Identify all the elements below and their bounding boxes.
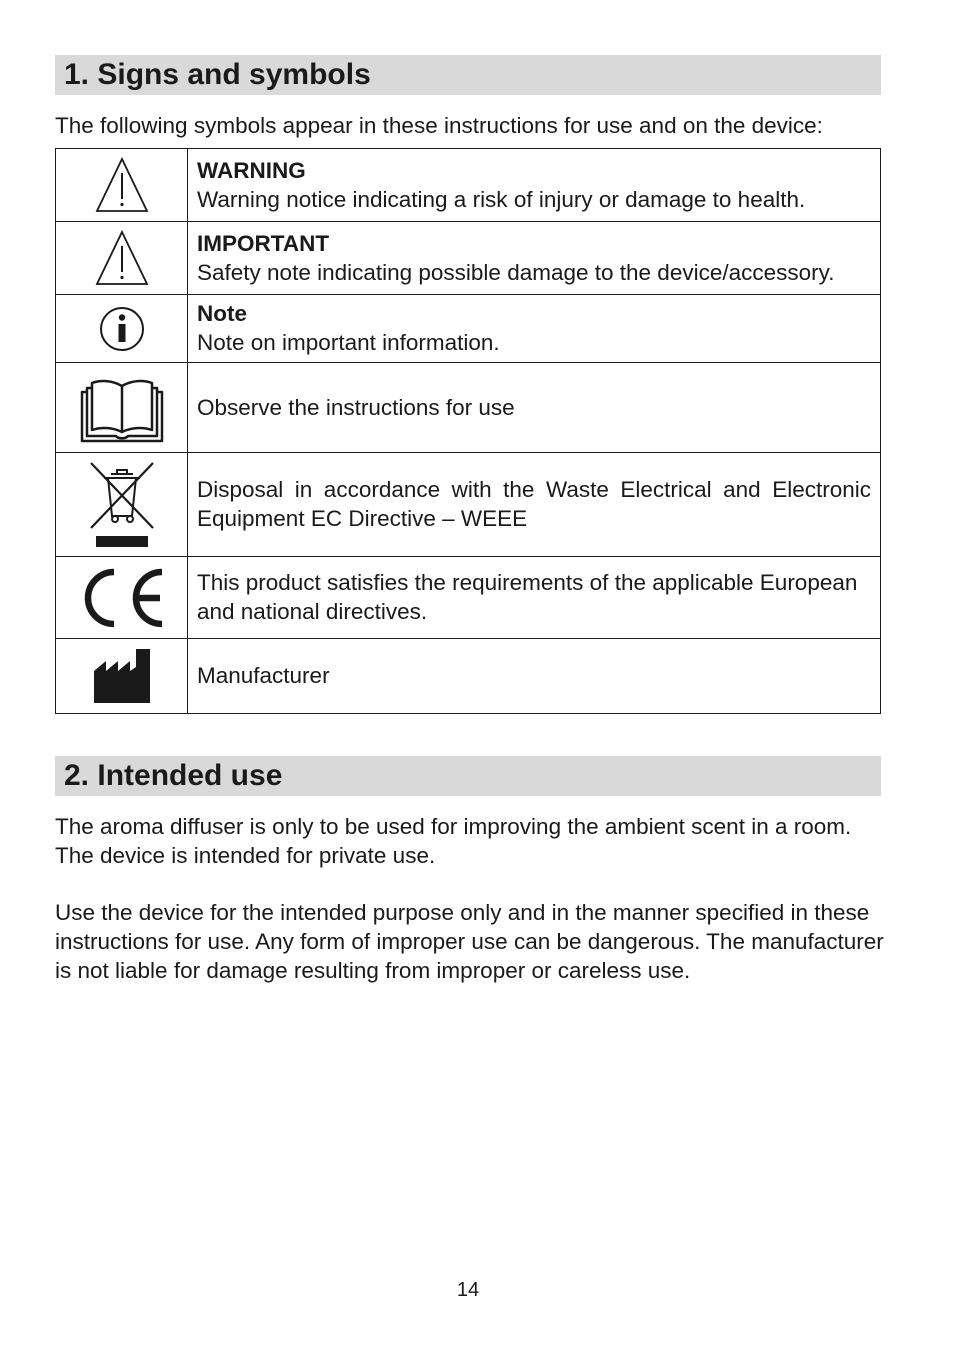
important-icon-cell [56, 222, 188, 295]
table-row [56, 295, 881, 363]
symbol-text: Manufacturer [197, 663, 330, 688]
table-row [56, 639, 881, 714]
intended-use-paragraph-2 [55, 898, 885, 985]
note-icon-cell [56, 295, 188, 363]
crossed-out-bin-icon [86, 460, 158, 550]
section-2-title: 2. Intended use [64, 759, 283, 792]
symbol-title: IMPORTANT [197, 230, 330, 256]
section-1-heading [55, 55, 881, 95]
symbol-text: Note on important information. [197, 330, 500, 355]
book-icon-cell [56, 363, 188, 453]
table-row [56, 222, 881, 295]
symbol-title: WARNING [197, 157, 306, 183]
warning-description [188, 149, 881, 222]
table-row [56, 363, 881, 453]
table-row [56, 557, 881, 639]
info-icon [98, 305, 146, 353]
note-description [188, 295, 881, 363]
intended-use-paragraph-1 [55, 812, 885, 870]
symbols-table [55, 148, 881, 714]
manufacturer-description [188, 639, 881, 714]
paragraph-line: Use the device for the intended purpose only and in the manner specified in these [55, 900, 870, 925]
paragraph-line: is not liable for damage resulting from improper or careless use. [55, 958, 691, 983]
table-row [56, 453, 881, 557]
symbol-text: This product satisfies the requirements of the applicable European and national directives. [197, 570, 858, 624]
paragraph-line: The aroma diffuser is only to be used for improving the ambient scent in a room. [55, 814, 852, 839]
important-description [188, 222, 881, 295]
instructions-description [188, 363, 881, 453]
symbols-intro: The following symbols appear in these instructions for use and on the device: [55, 113, 823, 138]
warning-triangle-icon [94, 229, 150, 287]
warning-icon-cell [56, 149, 188, 222]
paragraph-line: The device is intended for private use. [55, 843, 436, 868]
warning-triangle-icon [94, 156, 150, 214]
symbol-text: Observe the instructions for use [197, 394, 515, 420]
page-number: 14 [456, 1279, 480, 1301]
symbol-text: Warning notice indicating a risk of injury or damage to health. [197, 186, 806, 212]
symbol-title: Note [197, 301, 247, 326]
symbol-text: Safety note indicating possible damage to the device/accessory. [197, 259, 835, 285]
ce-description [188, 557, 881, 639]
open-book-icon [80, 372, 164, 444]
ce-mark-icon [76, 566, 168, 630]
symbol-text: Disposal in accordance with the Waste Electrical and Electronic Equipment EC Directive – WEEE [197, 477, 871, 531]
section-1-title: 1. Signs and symbols [64, 58, 371, 91]
paragraph-line: instructions for use. Any form of improper use can be dangerous. The manufacturer [55, 929, 884, 954]
manufacturer-icon [92, 647, 152, 705]
section-2-heading [55, 756, 881, 796]
manufacturer-icon-cell [56, 639, 188, 714]
table-row [56, 149, 881, 222]
weee-icon-cell [56, 453, 188, 557]
ce-icon-cell [56, 557, 188, 639]
weee-description [188, 453, 881, 557]
